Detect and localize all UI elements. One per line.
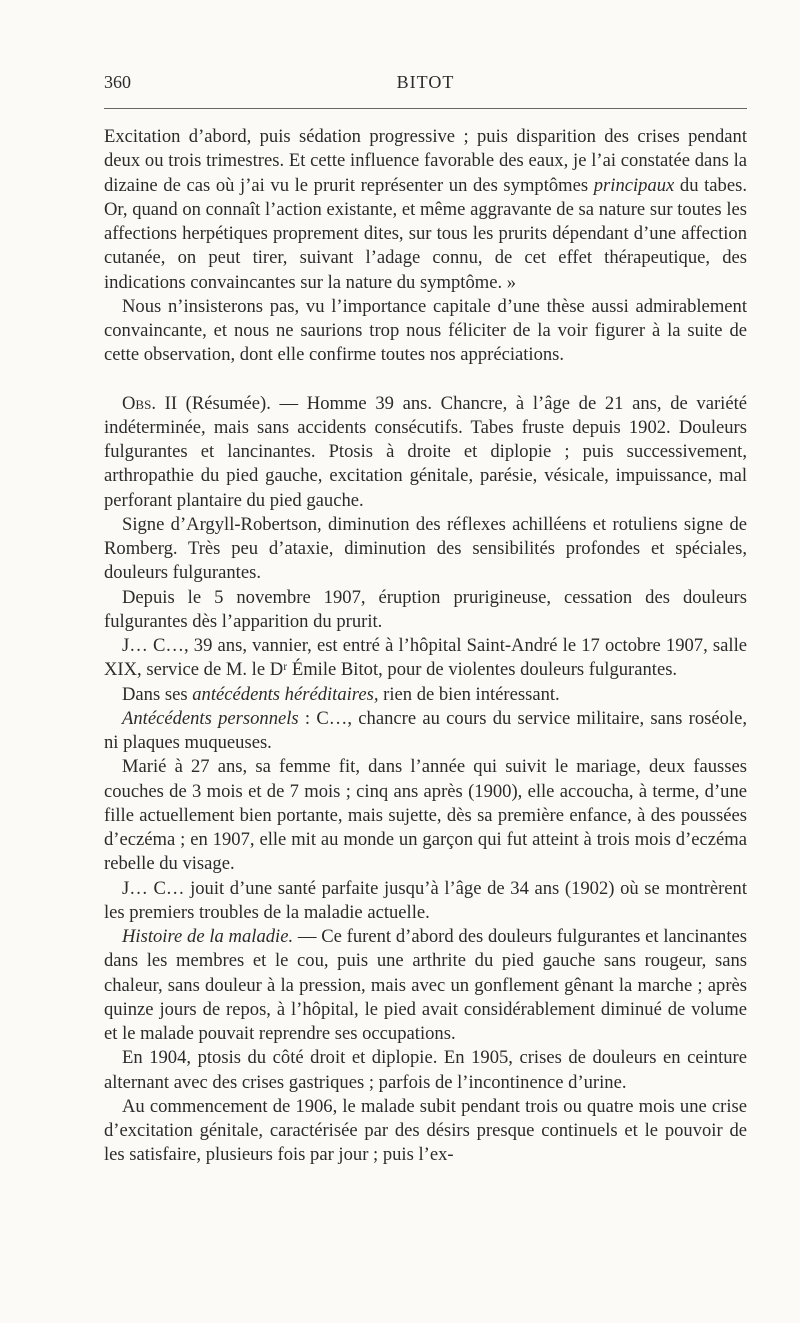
- running-title: BITOT: [396, 72, 455, 92]
- italic-text: Histoire de la maladie.: [122, 926, 294, 947]
- paragraph: [104, 392, 747, 513]
- text-run: Nous n’insisterons pas, vu l’importance capitale d’une thèse aussi admirablement convaincante, et nous ne saurions trop nous féliciter de la voir figurer à la suite de cette observation, dont elle confirme toutes nos appréciations.: [104, 295, 747, 366]
- paragraph: [104, 1046, 747, 1095]
- text-run: II (Résumée). — Homme 39 ans. Chancre, à l’âge de 21 ans, de variété indéterminée, mais sans accidents consécutifs. Tabes fruste depuis 1902. Douleurs fulgurantes et lancinantes. Ptosis à droite et diplopie ; puis successivement, arthropathie du pied gauche, excitation génitale, parésie, vésicale, impuissance, mal perforant plantaire du pied gauche.: [104, 392, 747, 511]
- paragraph: [104, 513, 747, 586]
- paragraph: [104, 755, 747, 876]
- paragraph: [104, 125, 747, 295]
- text-run: du tabes. Or, quand on connaît l’action existante, et même aggravante de sa nature sur toutes les affections herpétiques proprement dites, sur tous les prurits dépendant d’une affection cutanée, on peut tirer, suivant l’adage connu, de cet effet thérapeutique, des indications convaincantes sur la nature du symptôme. »: [104, 174, 747, 293]
- body-text: [104, 125, 747, 1168]
- text-run: — Ce furent d’abord des douleurs fulgurantes et lancinantes dans les membres et le cou, puis une arthrite du pied gauche sans rougeur, sans chaleur, sans douleur à la pression, mais avec un gonflement gênant la marche ; après quinze jours de repos, à l’hôpital, le pied avait considérablement diminué de volume et le malade pouvait reprendre ses occupations.: [104, 926, 747, 1044]
- text-run: J… C… jouit d’une santé parfaite jusqu’à l’âge de 34 ans (1902) où se montrèrent les premiers troubles de la maladie actuelle.: [104, 877, 747, 923]
- text-run: En 1904, ptosis du côté droit et diplopie. En 1905, crises de douleurs en ceinture alternant avec des crises gastriques ; parfois de l’incontinence d’urine.: [104, 1047, 747, 1093]
- paragraph: [104, 634, 747, 683]
- text-run: Dans ses: [122, 683, 193, 705]
- paragraph: [104, 683, 747, 707]
- text-run: Obs.: [122, 392, 156, 414]
- text-run: Excitation d’abord, puis sédation progressive ; puis disparition des crises pendant deux ou trois trimestres. Et cette influence favorable des eaux, je l’ai constatée dans la dizaine de cas où j’ai vu le prurit représenter un des symptômes: [104, 126, 747, 196]
- page-number: 360: [104, 72, 131, 92]
- text-run: Signe d’Argyll-Robertson, diminution des réflexes achilléens et rotuliens signe de Romberg. Très peu d’ataxie, diminution des sensibilités profondes et spéciales, douleurs fulgurantes.: [104, 513, 747, 584]
- italic-text: principaux: [593, 174, 675, 196]
- paragraph: [104, 586, 747, 635]
- italic-text: antécédents héréditaires,: [192, 683, 379, 705]
- text-run: : C…, chancre au cours du service militaire, sans roséole, ni plaques muqueuses.: [104, 707, 747, 753]
- text-run: Depuis le 5 novembre 1907, éruption prurigineuse, cessation des douleurs fulgurantes dès l’apparition du prurit.: [104, 586, 747, 632]
- italic-text: Antécédents personnels: [122, 707, 299, 729]
- text-run: J… C…, 39 ans, vannier, est entré à l’hôpital Saint-André le 17 octobre 1907, salle XIX, service de M. le Dʳ Émile Bitot, pour de violentes douleurs fulgurantes.: [104, 635, 747, 681]
- paragraph: [104, 1095, 747, 1168]
- paragraph: [104, 707, 747, 756]
- text-run: Marié à 27 ans, sa femme fit, dans l’année qui suivit le mariage, deux fausses couches de 3 mois et de 7 mois ; cinq ans après (1900), elle accoucha, à terme, d’une fille actuellement bien portante, mais sujette, dès sa première enfance, à des poussées d’eczéma ; en 1907, elle mit au monde un garçon qui fut atteint à trois mois d’eczéma rebelle du visage.: [104, 756, 747, 875]
- header-rule: [104, 108, 747, 109]
- paragraph: [104, 295, 747, 368]
- text-run: Au commencement de 1906, le malade subit pendant trois ou quatre mois une crise d’excitation génitale, caractérisée par des désirs presque continuels et le pouvoir de les satisfaire, plusieurs fois par jour ; puis l’ex-: [104, 1095, 747, 1166]
- page-header: [104, 72, 747, 100]
- paragraph: [104, 925, 747, 1046]
- paragraph: [104, 877, 747, 926]
- text-run: rien de bien intéressant.: [378, 683, 560, 705]
